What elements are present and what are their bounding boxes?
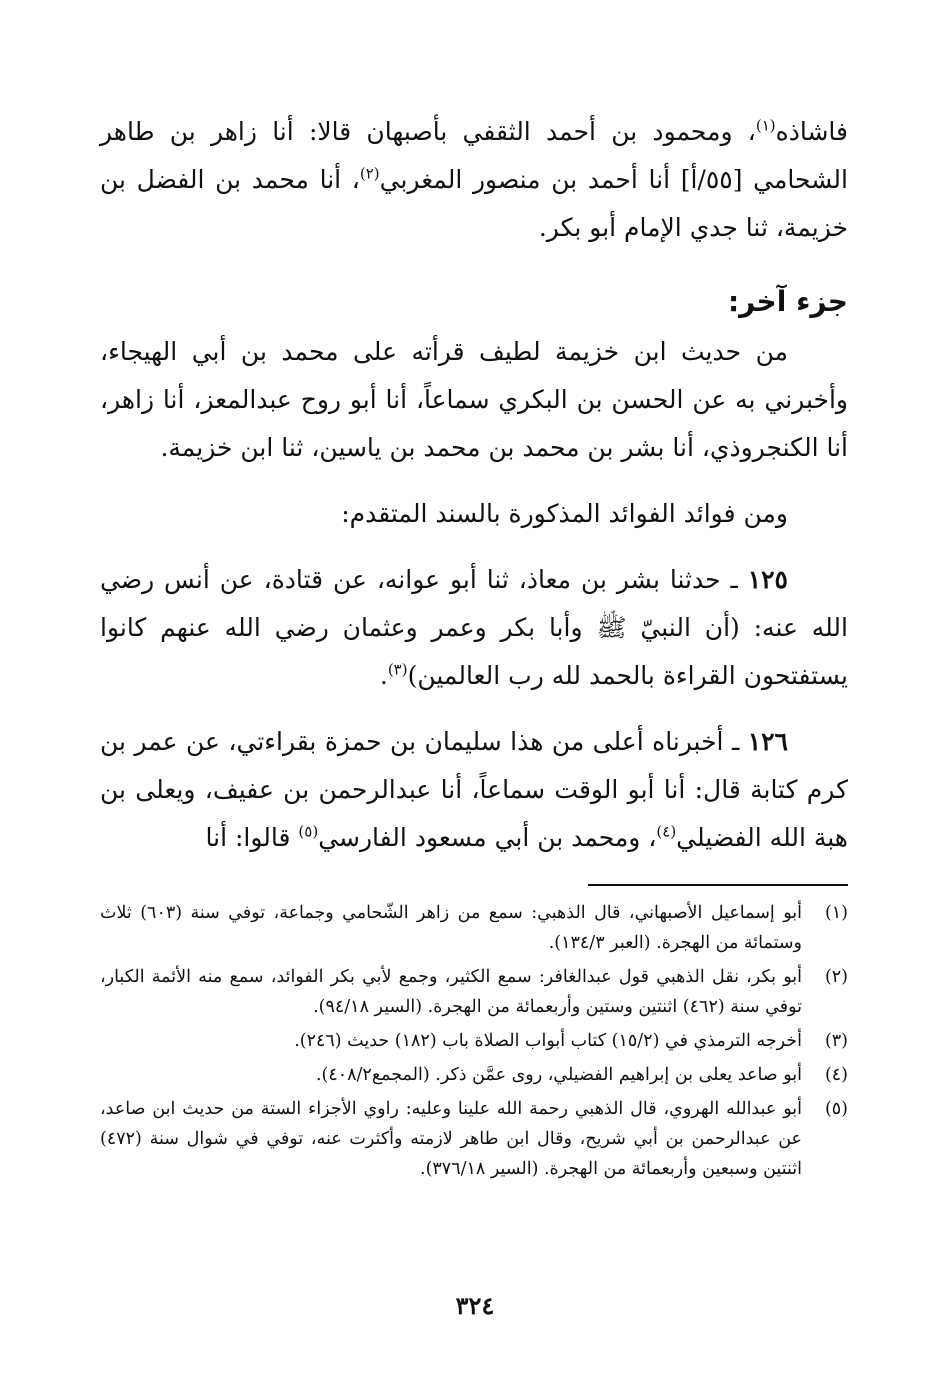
footnote-divider: [588, 884, 848, 886]
hadith-126-text-a: ـ أخبرناه أعلى من هذا سليمان بن حمزة بقراءتي، عن عمر بن كرم كتابة قال: أنا أبو الوقت سماعاً، أنا عبدالرحمن بن عفيف، ويعلى بن هبة الله الفضيلي: [100, 727, 848, 852]
hadith-125-end: .: [379, 661, 388, 690]
footnote-text: أبو صاعد يعلى بن إبراهيم الفضيلي، روى عمَّن ذكر. (المجمع٤٠٨/٢).: [315, 1065, 802, 1085]
footnote-text: أبو عبدالله الهروي، قال الذهبي رحمة الله علينا وعليه: راوي الأجزاء الستة من حديث ابن صاعد، عن عبدالرحمن بن أبي شريح، وقال ابن طاهر لازمته وأكثرت عنه، توفي في شوال سنة (٤٧٢) اثنتين وسبعين وأربعمائة من الهجرة. (السير ٣٧٦/١٨).: [100, 1099, 802, 1179]
footnote-1: [100, 898, 848, 958]
paragraph-1-part-b: ، ومحمود بن أحمد الثقفي بأصبهان قالا: أنا زاهر بن طاهر الشحامي [٥٥/أ] أنا أحمد بن منصور المغربي: [100, 117, 848, 194]
hadith-number-126: ١٢٦: [747, 727, 788, 756]
hadith-126: [100, 718, 848, 862]
footnote-number: (٣): [824, 1031, 848, 1051]
footnote-text: أخرجه الترمذي في (١٥/٢) كتاب أبواب الصلاة باب (١٨٢) حديث (٢٤٦).: [294, 1031, 802, 1051]
footnote-number: (٢): [824, 967, 848, 987]
footnote-number: (٤): [824, 1065, 848, 1085]
paragraph-1-part-c: ، أنا محمد بن الفضل بن خزيمة، ثنا جدي الإمام أبو بكر.: [100, 165, 848, 242]
main-text: [100, 108, 848, 862]
hadith-126-text-b: ، ومحمد بن أبي مسعود الفارسي: [318, 823, 657, 852]
paragraph-3: ومن فوائد الفوائد المذكورة بالسند المتقدم:: [341, 499, 788, 528]
paragraph-1-part-a: فاشاذه: [775, 117, 848, 146]
paragraph-1: [100, 108, 848, 252]
footnote-5: [100, 1094, 848, 1184]
hadith-number-125: ١٢٥: [747, 565, 788, 594]
hadith-126-text-c: قالوا: أنا: [205, 823, 299, 852]
footnote-ref-3: (٣): [387, 660, 408, 679]
footnote-2: [100, 962, 848, 1022]
footnote-text: أبو إسماعيل الأصبهاني، قال الذهبي: سمع من زاهر الشّحامي وجماعة، توفي سنة (٦٠٣) ثلاث وستمائة من الهجرة. (العبر ١٣٤/٣).: [100, 903, 802, 953]
footnote-ref-4: (٤): [656, 822, 677, 841]
footnote-ref-5: (٥): [298, 822, 319, 841]
hadith-125-text: ـ حدثنا بشر بن معاذ، ثنا أبو عوانه، عن قتادة، عن أنس رضي الله عنه: (أن النبيّ ﷺ وأبا بكر وعمر وعثمان رضي الله عنهم كانوا يستفتحون القراءة بالحمد لله رب العالمين): [100, 565, 848, 690]
footnote-ref-2: (٢): [359, 164, 380, 183]
footnote-ref-1: (١): [755, 116, 776, 135]
hadith-125: [100, 556, 848, 700]
footnotes: [100, 884, 848, 1188]
footnote-text: أبو بكر، نقل الذهبي قول عبدالغافر: سمع الكثير، وجمع لأبي بكر الفوائد، سمع منه الأئمة الكبار، توفي سنة (٤٦٢) اثنتين وستين وأربعمائة من الهجرة. (السير ٩٤/١٨).: [100, 967, 802, 1017]
page-number: ٣٢٤: [455, 1291, 495, 1320]
paragraph-2: من حديث ابن خزيمة لطيف قرأته على محمد بن أبي الهيجاء، وأخبرني به عن الحسن بن البكري سماعاً، أنا أبو روح عبدالمعز، أنا زاهر، أنا الكنجروذي، أنا بشر بن محمد بن محمد بن ياسين، ثنا ابن خزيمة.: [100, 337, 848, 462]
footnote-number: (٥): [824, 1099, 848, 1119]
footnote-number: (١): [824, 903, 848, 923]
footnote-4: [100, 1060, 848, 1090]
section-heading: جزء آخر:: [727, 285, 848, 318]
footnote-3: [100, 1026, 848, 1056]
